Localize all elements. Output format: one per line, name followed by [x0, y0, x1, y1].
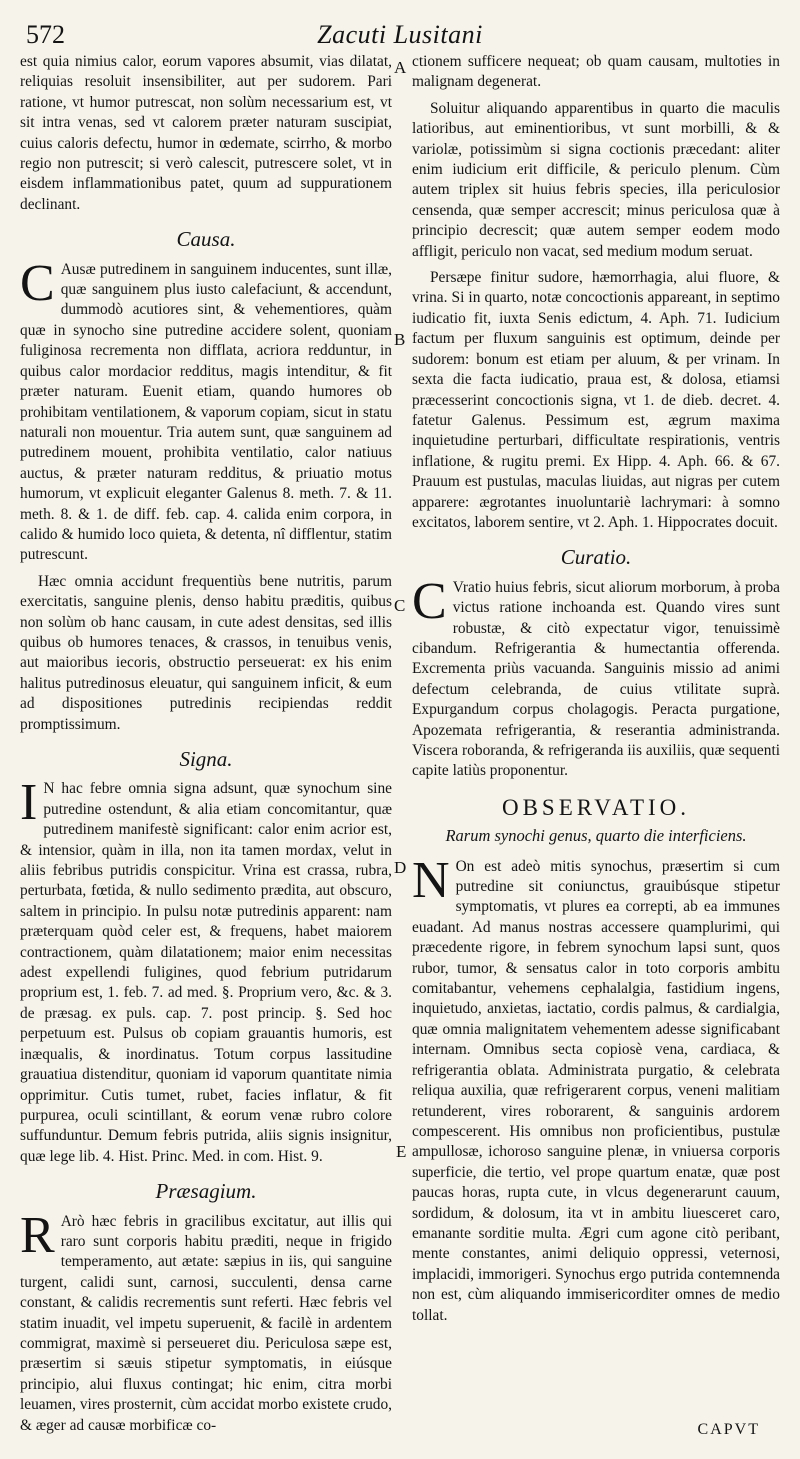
drop-cap: I [20, 774, 38, 832]
paragraph: ctionem sufficere nequeat; ob quam causam, multoties in malignam degenerat. [412, 53, 780, 91]
observation-subtitle: Rarum synochi genus, quarto die interficiens. [445, 826, 747, 846]
paragraph-text: Vratio huius febris, sicut aliorum morborum, à proba victus ratione inchoanda est. Quando vires sunt robustæ, & citò expectatur vigor, tenuissimè cibandum. Refrigerantia & humectantia offerenda. Excrementa priùs vacuanda. Sanguinis missio ad animi defectum celebranda, de cuius vtilitate suprà. Expurgandum corpus cholagogis. Peracta purgatione, Apozemata refrigerantia, & reserantia administranda. Viscera roboranda, & refrigeranda iis auxiliis, quæ sequenti capite latiùs proponentur. [412, 578, 780, 780]
right-column [412, 52, 780, 1332]
drop-cap: R [20, 1206, 55, 1264]
paragraph [20, 254, 392, 566]
paragraph [20, 1206, 392, 1436]
paragraph-text: On est adeò mitis synochus, præsertim si cum putredine sit coniunctus, grauibúsque stipetur symptomatis, vt plures ea correpti, ab ea immunes euadant. Ad manus nostras accessere quamplurimi, qui præcedente rigore, in febrem synochum lapsi sunt, quos rubor, tumor, & sensatus calor in toto corporis ambitu comitabantur, vehemens cephalalgia, fastidium ingens, inquietudo, anxietas, iactatio, cordis palmus, & cardialgia, quæ omnia malignitatem vehementem adesse significabant internam. Omnibus secta copiosè vena, cardiaca, & refrigerantia oblata. Administrata purgatio, & celebrata reliqua auxilia, quæ refrigerarent corpus, veneni malitiam retunderent, vires roborarent, & sanguinis ardorem compescerent. His omnibus non proficientibus, pustulæ ampullosæ, ichoroso sanguine plenæ, in vniuersa corporis superficie, die tertio, vel prope quartum enatæ, quæ post paucas horas, rupta cute, in vlcus degenerarunt cauum, sordidum, & dolosum, ita vt in ambitu liuesceret caro, emanante sorditie multa. Ægri cum agone citò peribant, mente constantes, animi deliquio oppressi, veternosi, implacidi, immorigeri. Synochus ergo putrida contemnenda non est, cùm aliquando immisericorditer omnes de medio tollat. [412, 857, 780, 1324]
section-heading-causa: Causa. [176, 227, 236, 252]
margin-letter-d: D [394, 858, 407, 877]
drop-cap: N [412, 851, 450, 909]
paragraph-text: Ausæ putredinem in sanguinem inducentes, sunt illæ, quæ sanguinem plus iusto calefaciunt, & accendunt, dummodò acutiores sint, & vehementiores, quàm quæ in synocho sine putredine accidere solent, quoniam fuliginosa recrementa non difflata, acriora redduntur, in quibus calor mordacior redditus, magis intenditur, & fit præter naturam. Euenit etiam, quando humores ob prohibitam ventilationem, & vaporum copiam, sicut in statu naturali non mouentur. Tria autem sunt, quæ sanguinem ad putredinem mouent, prohibita ventilatio, calor natiuus auctus, & præter naturam redditus, & priuatio motus humorum, vt explicuit eleganter Galenus 8. meth. 7. & 11. meth. 8. & 1. de diff. feb. cap. 4. calida enim corpora, in calido & humido loco quieta, & detenta, nî difflentur, statim putrescunt. [20, 260, 392, 564]
paragraph [20, 774, 392, 1167]
paragraph: Persæpe finitur sudore, hæmorrhagia, alui fluore, & vrina. Si in quarto, notæ concoctionis appareant, in septimo iudicatio fit, iuxta Senis edictum, 4. Aph. 71. Iudicium factum per fluxum sanguinis est optimum, deinde per sudorem: bonum est etiam per aluum, & per vrinam. In sexta die facta iudicatio, praua est, & dolosa, etiamsi præcesserint concoctionis signa, vt 1. de dieb. decret. 4. fatetur Galenus. Pessimum est, ægrum maxima inquietudine perturbari, difficultate respirationis, ventris inflatione, & rugitu premi. Ex Hipp. 4. Aph. 66. & 67. Prauum est pustulas, maculas liuidas, aut nigras per cutem apparere: ægrotantes inuoluntariè lachrymari: à somno excitatos, laborem sentire, vt 2. Aph. 1. Hippocrates docuit. [412, 269, 780, 531]
paragraph: est quia nimius calor, eorum vapores absumit, vias dilatat, reliquias resoluit insensibiliter, aut per sudorem. Pari ratione, vt humor putrescat, non solùm necessarium est, vt sit intra venas, sed vt calorem præter naturam suscipiat, cuius caloris defectu, humor in œdemate, scirrho, & morbo regio non putrescit; si verò calescit, putrescere solet, vt in eisdem inflammationibus patet, quum ad suppurationem declinant. [20, 53, 392, 213]
margin-letter-a: A [394, 58, 407, 77]
paragraph: Soluitur aliquando apparentibus in quarto die maculis latioribus, aut eminentioribus, vt sunt morbilli, & & variolæ, potissimùm si signa coctionis præcedant: aliter enim iudicium erit difficile, & periculo plenum. Cùm autem triplex sit huius febris species, illa periculosior censenda, quæ semper accrescit; minus periculosa quæ à principio decrescit; quæ autem semper eodem modo affligit, periculo non vacat, sed medium modum seruat. [412, 99, 780, 260]
page-number: 572 [26, 20, 65, 49]
paragraph [412, 851, 780, 1326]
catchword: CAPVT [697, 1421, 760, 1438]
margin-letter-e: E [396, 1142, 407, 1161]
running-title: Zacuti Lusitani [317, 20, 483, 49]
left-column [20, 52, 392, 1442]
section-heading-praesagium: Præsagium. [155, 1179, 257, 1204]
section-heading-observatio: OBSERVATIO. [501, 794, 691, 820]
drop-cap: C [412, 572, 447, 630]
section-heading-curatio: Curatio. [560, 545, 632, 570]
paragraph: Hæc omnia accidunt frequentiùs bene nutritis, parum exercitatis, sanguine plenis, denso habitu præditis, quibus non solùm ob hanc causam, in cute adest densitas, sed illis quibus ob humores tenaces, & crassos, in tenuibus venis, aut maioribus iecoris, obstructio perseuerat: ex his enim halitus putredinosus eleuatur, qui sanguinem inficit, & eum ad dispositiones putredinis recipiendas reddit promptissimum. [20, 572, 392, 733]
paragraph [412, 572, 780, 782]
drop-cap: C [20, 254, 55, 312]
paragraph-text: Arò hæc febris in gracilibus excitatur, aut illis qui raro sunt corporis habitu præditi, neque in frigido temperamento, aut ætate: sæpius in iis, qui sanguine turgent, calidi sunt, carnosi, succulenti, densa carne constant, & calidis recrementis sunt referti. Hæc febris vel statim inuadit, vel impetu superuenit, & facilè in ardentem commigrat, maximè si perseueret diu. Periculosa sæpe est, præsertim si sæuis stipetur symptomatis, in eiúsque principio, alui fluxus contingat; hic enim, citra morbi leuamen, vires prosternit, cùm accidat morbo existete crudo, & æger ad causæ morbificæ co- [20, 1212, 392, 1434]
margin-letter-c: C [394, 596, 406, 615]
paragraph-text: N hac febre omnia signa adsunt, quæ synochum sine putredine ostendunt, & alia etiam concomitantur, quæ putredinem manifestè significant: calor enim acrior est, & intensior, quàm in illa, non ita tamen mordax, velut in aliis febribus putridis conspicitur. Vrina est crassa, rubra, perturbata, fœtida, & nullo sedimento prædita, aut obscuro, saltem in principio. In pulsu notæ putredinis apparent: nam præterquam quòd celer est, & frequens, habet maiorem contractionem, quàm dilatationem; maior enim necessitas adest expellendi fuligines, quod febrium putridarum proprium est, 1. feb. 7. ad med. §. Proprium vero, &c. & 3. de præsag. ex puls. cap. 7. post princip. §. Sed hoc perpetuum est. Pulsus ob copiam grauantis humoris, est inæqualis, & inordinatus. Totum corpus lassitudine grauatiua distenditur, quoniam id vaporum quantitate nimia opprimitur. Cutis tumet, rubet, facies inflatur, & fit purpurea, oculi scintillant, & eorum venæ rubro colore suffunduntur. Demum febris putrida, aliis signis insignitur, quæ lege lib. 4. Hist. Princ. Med. in com. Hist. 9. [20, 780, 392, 1165]
margin-letter-b: B [394, 330, 406, 349]
section-heading-signa: Signa. [179, 747, 233, 771]
